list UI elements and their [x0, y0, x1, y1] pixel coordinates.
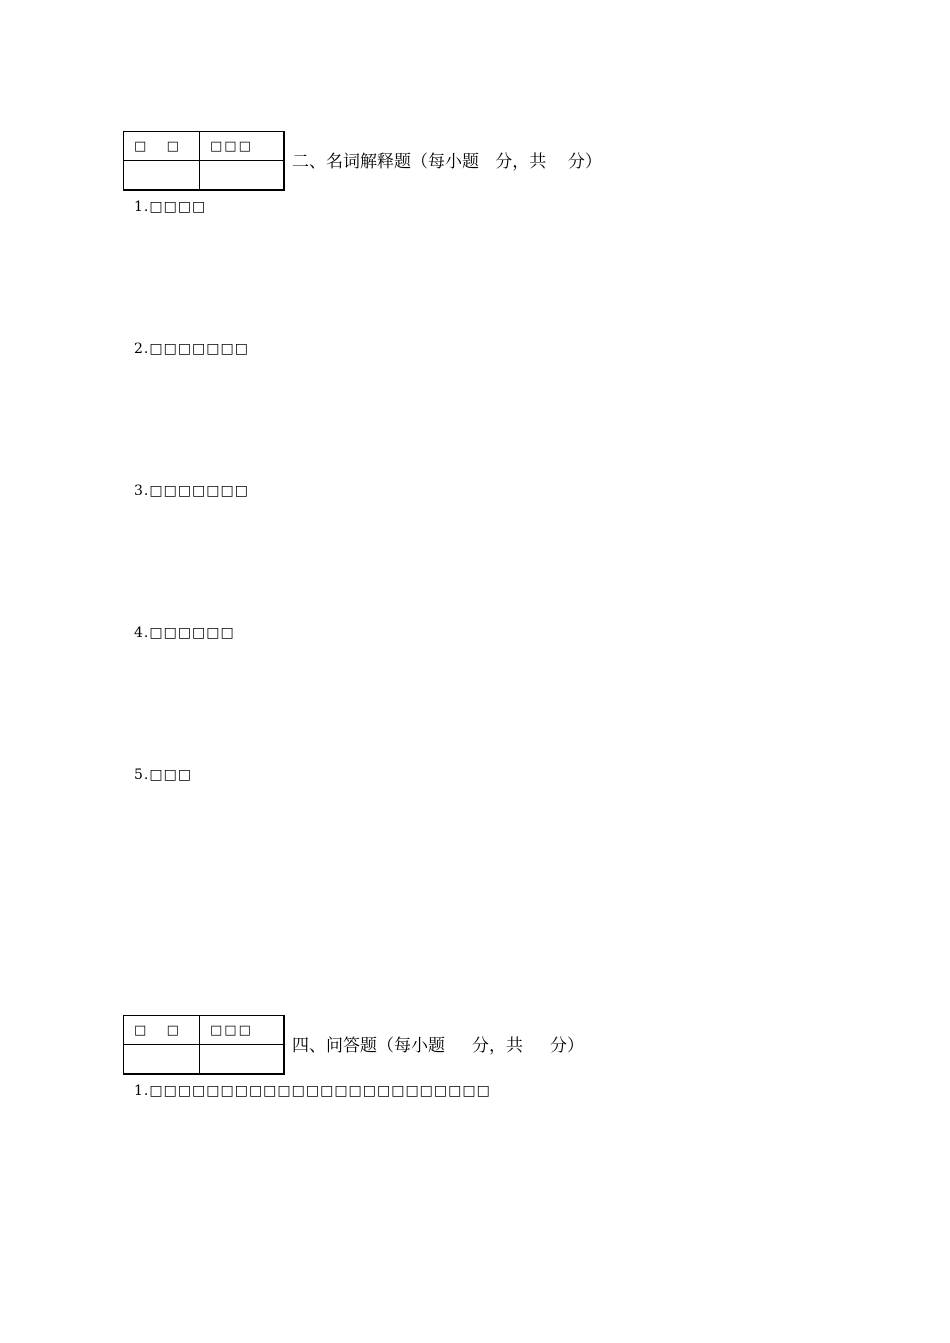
score-header-2: □□□ — [200, 1016, 284, 1045]
section2-title: 二、名词解释题（每小题 分，共 分） — [292, 152, 602, 172]
section2-item-1: 1.□□□□ — [134, 199, 207, 215]
score-cell-2[interactable] — [200, 1045, 284, 1075]
section2-item-3: 3.□□□□□□□ — [134, 483, 249, 499]
score-header-1: □ □ — [124, 1016, 200, 1045]
section2-item-5: 5.□□□ — [134, 767, 193, 783]
score-header-1: □ □ — [124, 132, 200, 161]
score-cell-2[interactable] — [200, 161, 284, 191]
section2-item-4: 4.□□□□□□ — [134, 625, 235, 641]
section2-item-2: 2.□□□□□□□ — [134, 341, 249, 357]
score-header-2: □□□ — [200, 132, 284, 161]
score-cell-1[interactable] — [124, 161, 200, 191]
score-cell-1[interactable] — [124, 1045, 200, 1075]
score-table-section2 — [123, 131, 285, 191]
score-table-section4 — [123, 1015, 285, 1075]
section4-title: 四、问答题（每小题 分，共 分） — [292, 1036, 585, 1056]
section4-item-1: 1.□□□□□□□□□□□□□□□□□□□□□□□□ — [134, 1083, 491, 1099]
